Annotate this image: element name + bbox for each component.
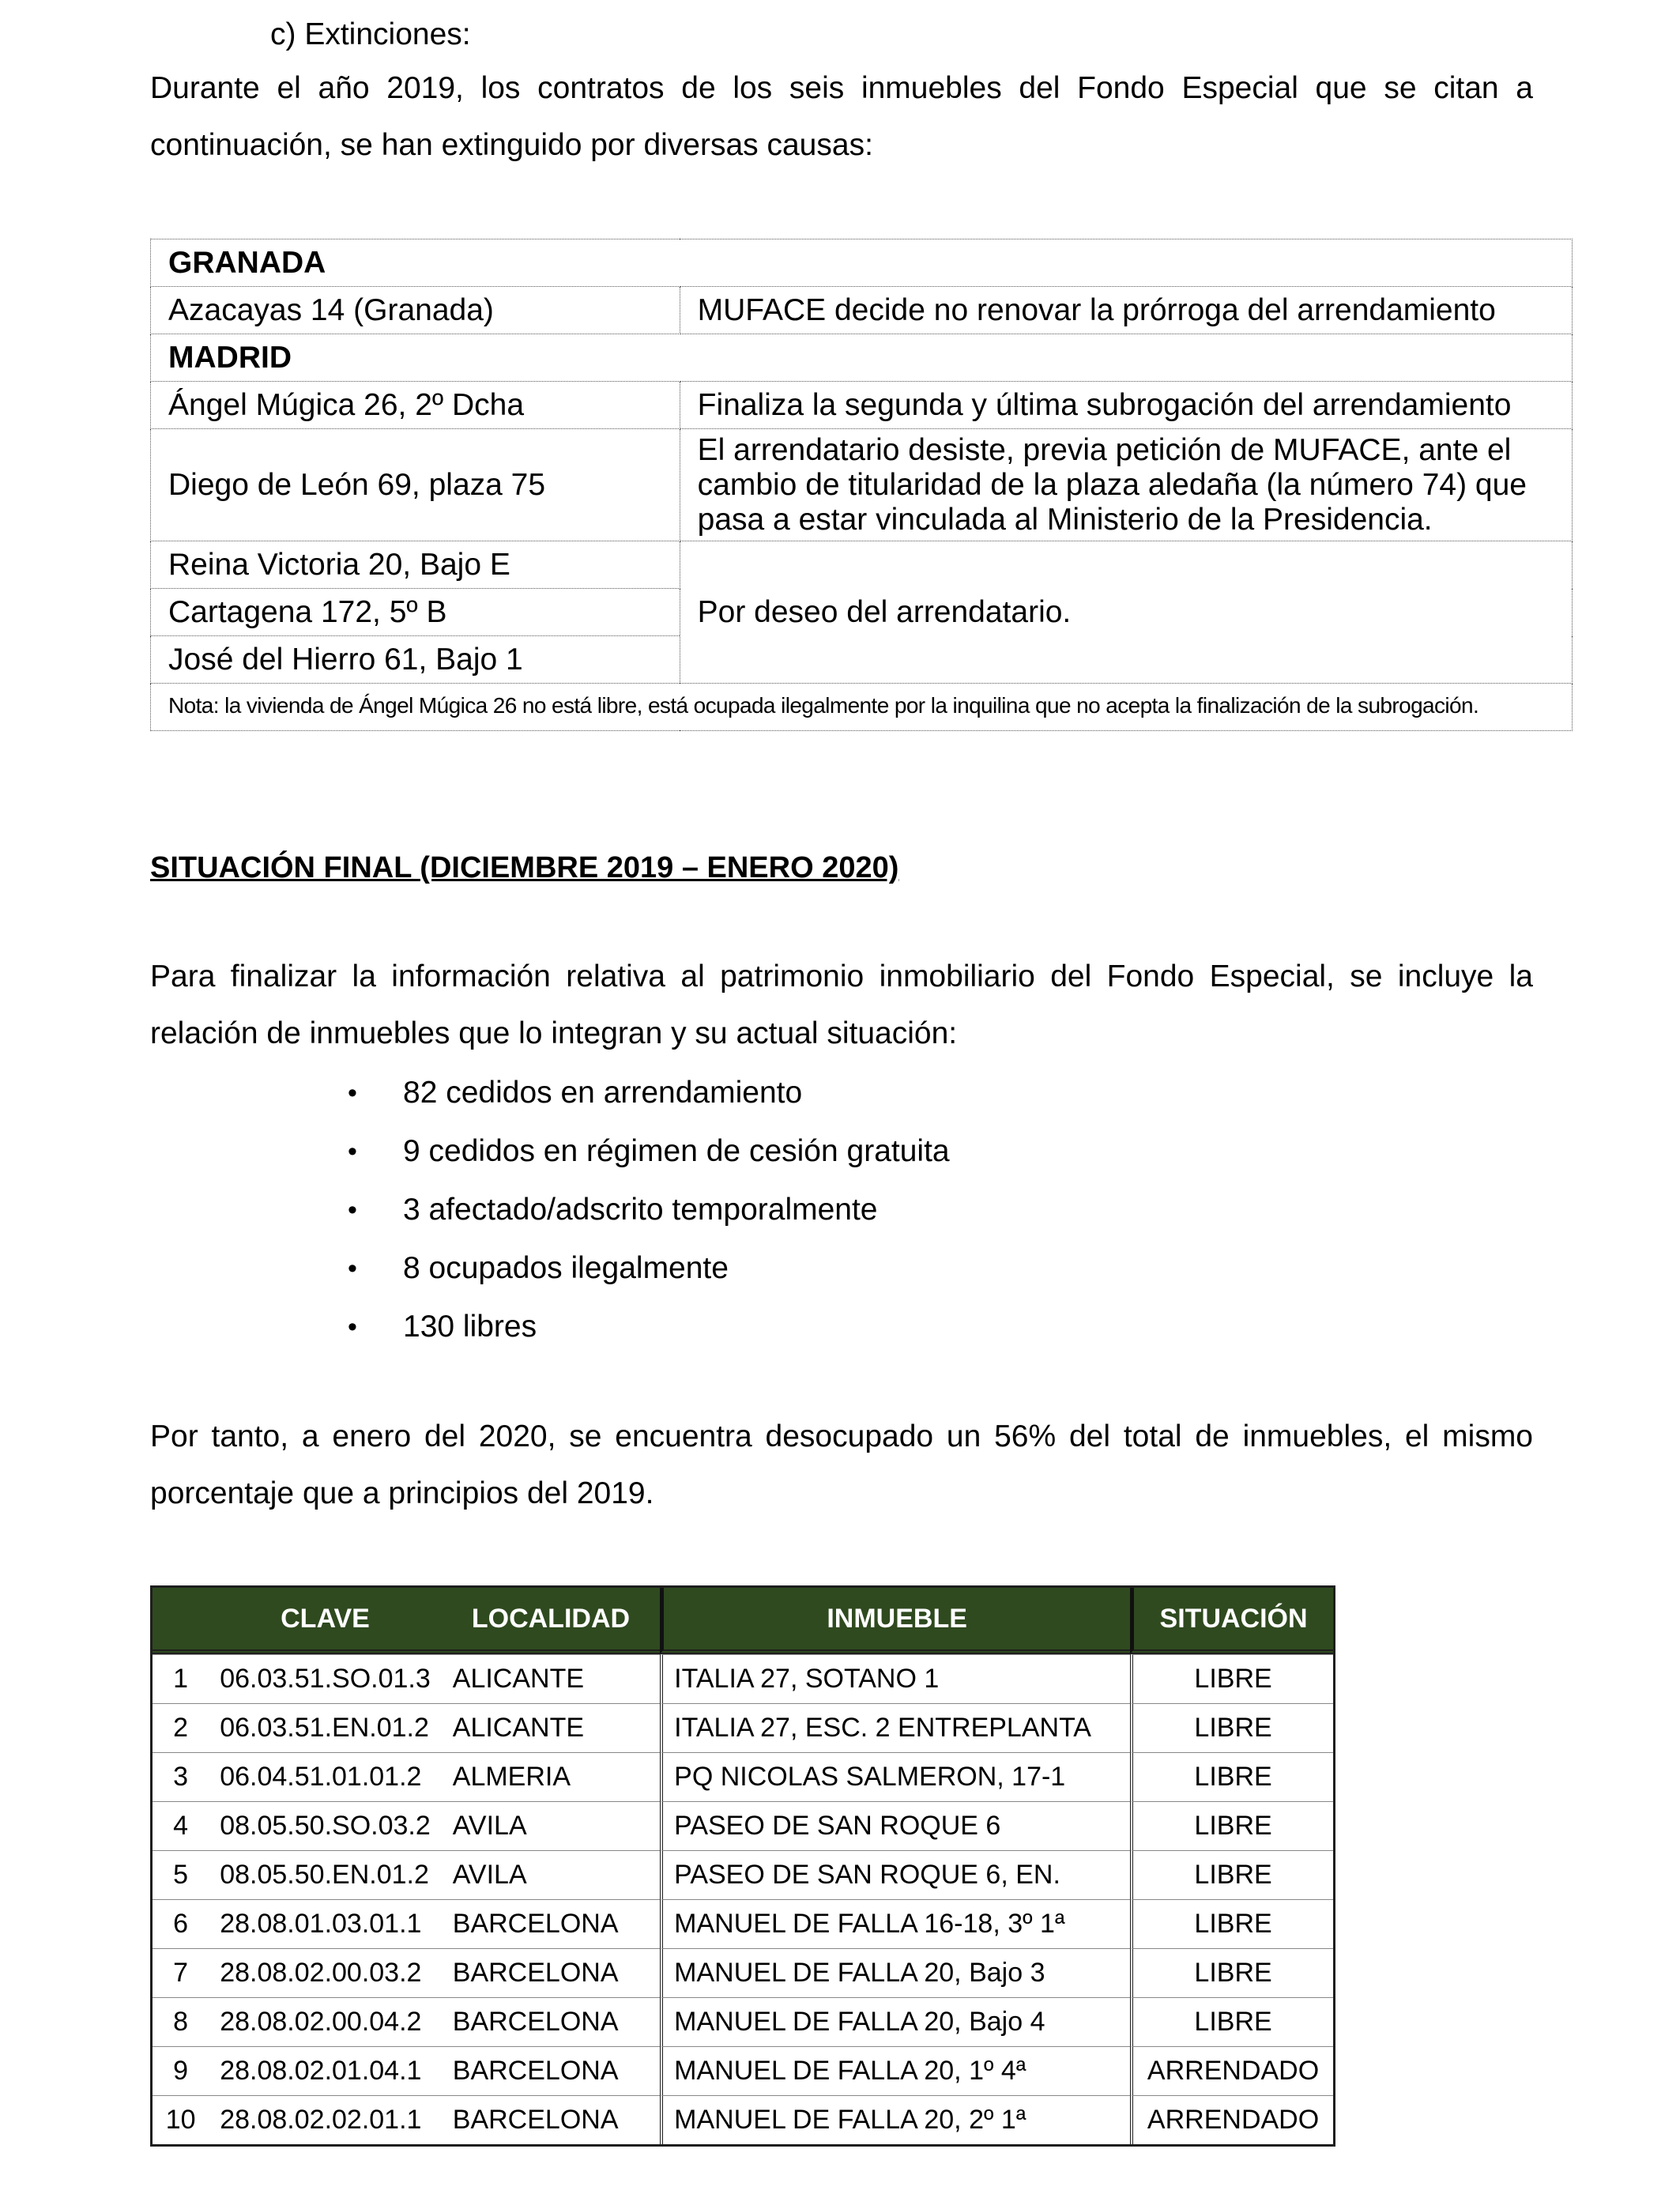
row-number: 5 [153, 1850, 209, 1899]
header-situacion: SITUACIÓN [1130, 1588, 1333, 1654]
table-row [153, 1801, 1333, 1850]
header-localidad: LOCALIDAD [442, 1588, 660, 1654]
row-situacion: LIBRE [1130, 1801, 1333, 1850]
row-number: 10 [153, 2095, 209, 2144]
status-list-item: • 3 afectado/adscrito temporalmente [340, 1181, 950, 1239]
table-row [153, 1752, 1333, 1801]
row-number: 9 [153, 2046, 209, 2095]
extinction-property: Azacayas 14 (Granada) [151, 287, 680, 334]
row-number: 3 [153, 1752, 209, 1801]
property-table-body [153, 1654, 1333, 2144]
region-row-granada [151, 239, 1573, 287]
row-situacion: LIBRE [1130, 1703, 1333, 1752]
table-row [153, 1850, 1333, 1899]
intro-paragraph: Durante el año 2019, los contratos de los seis inmuebles del Fondo Especial que se citan a continuación, se han extinguido por diversas causas: [150, 71, 1533, 162]
table-row [153, 1948, 1333, 1997]
extinction-row [151, 541, 1573, 589]
row-number: 4 [153, 1801, 209, 1850]
row-localidad: BARCELONA [442, 1948, 660, 1997]
row-inmueble: MANUEL DE FALLA 20, Bajo 4 [660, 1997, 1130, 2046]
row-situacion: ARRENDADO [1130, 2095, 1333, 2144]
row-inmueble: PQ NICOLAS SALMERON, 17-1 [660, 1752, 1130, 1801]
extinction-cause: MUFACE decide no renovar la prórroga del arrendamiento [680, 287, 1572, 334]
row-situacion: LIBRE [1130, 1899, 1333, 1948]
row-inmueble: ITALIA 27, ESC. 2 ENTREPLANTA [660, 1703, 1130, 1752]
status-list [340, 1064, 950, 1356]
extinction-row [151, 382, 1573, 429]
extinction-note: Nota: la vivienda de Ángel Múgica 26 no está libre, está ocupada ilegalmente por la inquilina que no acepta la finalización de la subrogación. [151, 684, 1573, 731]
row-clave: 28.08.02.01.04.1 [209, 2046, 442, 2095]
row-situacion: LIBRE [1130, 1752, 1333, 1801]
extinction-property: Reina Victoria 20, Bajo E [151, 541, 680, 589]
table-row [153, 2095, 1333, 2144]
row-situacion: LIBRE [1130, 1948, 1333, 1997]
section-c-title: c) Extinciones: [270, 17, 471, 51]
extinction-cause-grouped: Por deseo del arrendatario. [680, 541, 1572, 684]
table-row [153, 1703, 1333, 1752]
status-list-item: • 82 cedidos en arrendamiento [340, 1064, 950, 1122]
row-clave: 28.08.01.03.01.1 [209, 1899, 442, 1948]
table-row [153, 1654, 1333, 1703]
table-row [153, 1899, 1333, 1948]
header-number [153, 1588, 209, 1654]
row-situacion: LIBRE [1130, 1997, 1333, 2046]
extinction-note-row [151, 684, 1573, 731]
row-localidad: ALICANTE [442, 1654, 660, 1703]
row-inmueble: PASEO DE SAN ROQUE 6 [660, 1801, 1130, 1850]
row-inmueble: MANUEL DE FALLA 20, 1º 4ª [660, 2046, 1130, 2095]
row-situacion: ARRENDADO [1130, 2046, 1333, 2095]
row-inmueble: MANUEL DE FALLA 20, 2º 1ª [660, 2095, 1130, 2144]
property-table-header [153, 1588, 1333, 1654]
row-clave: 28.08.02.00.04.2 [209, 1997, 442, 2046]
row-clave: 06.03.51.EN.01.2 [209, 1703, 442, 1752]
row-inmueble: ITALIA 27, SOTANO 1 [660, 1654, 1130, 1703]
row-localidad: ALICANTE [442, 1703, 660, 1752]
row-localidad: AVILA [442, 1801, 660, 1850]
region-row-madrid [151, 334, 1573, 382]
extinction-property: Ángel Múgica 26, 2º Dcha [151, 382, 680, 429]
row-localidad: BARCELONA [442, 1899, 660, 1948]
row-situacion: LIBRE [1130, 1654, 1333, 1703]
table-row [153, 2046, 1333, 2095]
row-number: 2 [153, 1703, 209, 1752]
row-clave: 06.04.51.01.01.2 [209, 1752, 442, 1801]
row-number: 7 [153, 1948, 209, 1997]
row-localidad: BARCELONA [442, 2046, 660, 2095]
row-localidad: AVILA [442, 1850, 660, 1899]
extinction-property: Cartagena 172, 5º B [151, 589, 680, 636]
table-row [153, 1997, 1333, 2046]
row-clave: 28.08.02.02.01.1 [209, 2095, 442, 2144]
status-list-item: • 130 libres [340, 1298, 950, 1356]
row-inmueble: MANUEL DE FALLA 20, Bajo 3 [660, 1948, 1130, 1997]
row-clave: 08.05.50.EN.01.2 [209, 1850, 442, 1899]
status-list-item: • 9 cedidos en régimen de cesión gratuita [340, 1122, 950, 1181]
row-number: 1 [153, 1654, 209, 1703]
extinction-property: Diego de León 69, plaza 75 [151, 429, 680, 541]
row-clave: 08.05.50.SO.03.2 [209, 1801, 442, 1850]
row-clave: 06.03.51.SO.01.3 [209, 1654, 442, 1703]
row-inmueble: PASEO DE SAN ROQUE 6, EN. [660, 1850, 1130, 1899]
status-list-item: • 8 ocupados ilegalmente [340, 1239, 950, 1298]
conclusion-paragraph: Por tanto, a enero del 2020, se encuentra desocupado un 56% del total de inmuebles, el mismo porcentaje que a principios del 2019. [150, 1419, 1533, 1510]
header-inmueble: INMUEBLE [660, 1588, 1130, 1654]
row-clave: 28.08.02.00.03.2 [209, 1948, 442, 1997]
final-heading: SITUACIÓN FINAL (DICIEMBRE 2019 – ENERO 2020) [150, 851, 899, 884]
row-number: 8 [153, 1997, 209, 2046]
final-paragraph: Para finalizar la información relativa al patrimonio inmobiliario del Fondo Especial, se incluye la relación de inmuebles que lo integran y su actual situación: [150, 959, 1533, 1050]
row-inmueble: MANUEL DE FALLA 16-18, 3º 1ª [660, 1899, 1130, 1948]
property-table-container [150, 1585, 1335, 2147]
extinction-property: José del Hierro 61, Bajo 1 [151, 636, 680, 684]
row-localidad: BARCELONA [442, 2095, 660, 2144]
row-localidad: ALMERIA [442, 1752, 660, 1801]
row-number: 6 [153, 1899, 209, 1948]
row-situacion: LIBRE [1130, 1850, 1333, 1899]
region-label-madrid: MADRID [151, 334, 1573, 382]
property-table [150, 1585, 1335, 2147]
extinction-cause: Finaliza la segunda y última subrogación del arrendamiento [680, 382, 1572, 429]
region-label-granada: GRANADA [151, 239, 1573, 287]
row-localidad: BARCELONA [442, 1997, 660, 2046]
extinction-cause: El arrendatario desiste, previa petición de MUFACE, ante el cambio de titularidad de la plaza aledaña (la número 74) que pasa a estar vinculada al Ministerio de la Presidencia. [680, 429, 1572, 541]
header-clave: CLAVE [209, 1588, 442, 1654]
extinction-row [151, 287, 1573, 334]
extinction-row [151, 429, 1573, 541]
extinctions-table [150, 239, 1573, 731]
